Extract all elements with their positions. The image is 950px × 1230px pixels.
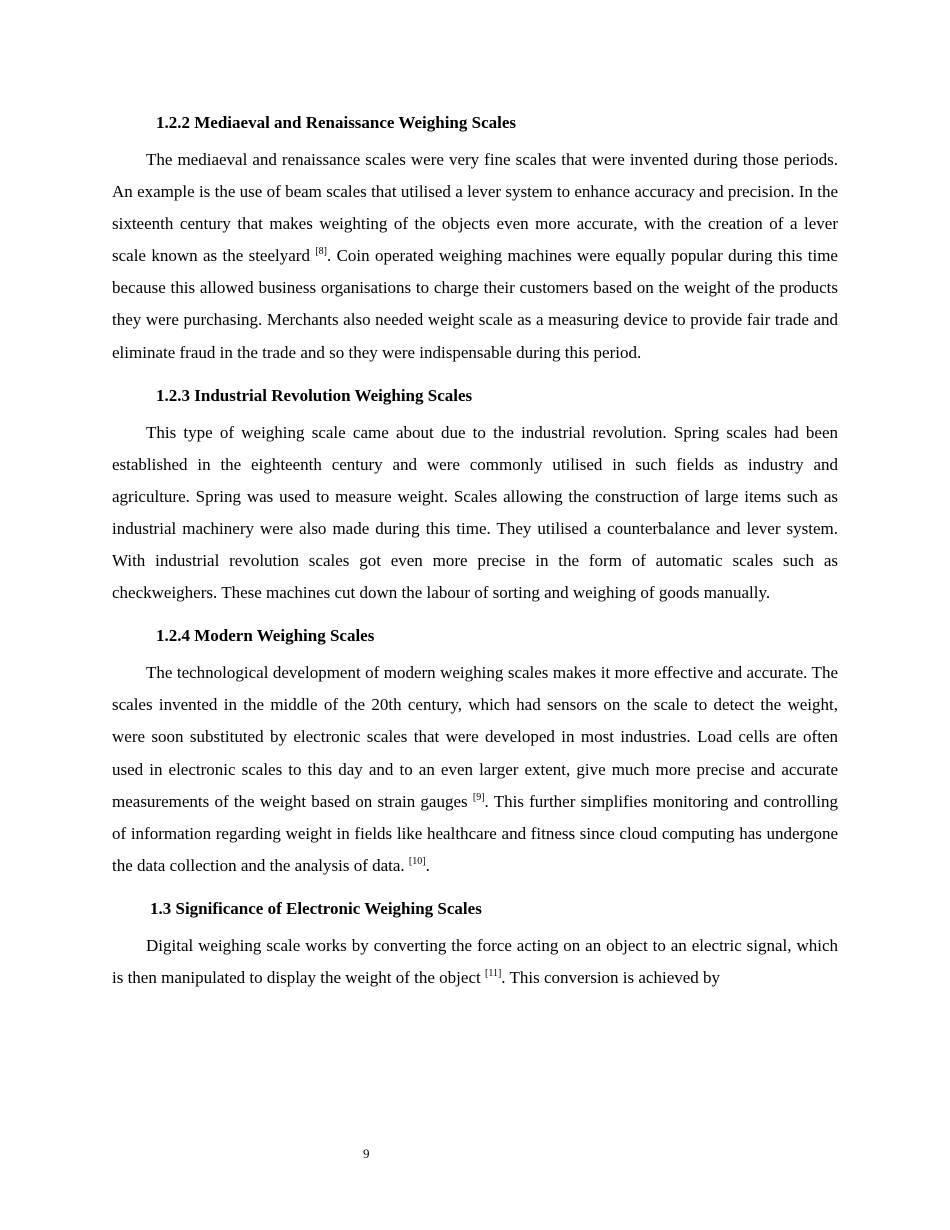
section-1-2-2 <box>112 108 838 369</box>
section-heading: 1.2.4 Modern Weighing Scales <box>156 626 375 646</box>
section-1-2-4 <box>112 621 838 882</box>
citation-ref: [11] <box>484 967 502 979</box>
section-1-3 <box>112 894 838 994</box>
section-paragraph: The mediaeval and renaissance scales were very fine scales that were invented during those periods. An example is the use of beam scales that utilised a lever system to enhance accuracy and precision. In the sixteenth century that makes weighting of the objects even more accurate, with the creation of a lever scale known as the steelyard [8]. Coin operated weighing machines were equally popular during this time because this allowed business organisations to charge their customers based on the weight of the products they were purchasing. Merchants also needed weight scale as a measuring device to provide fair trade and eliminate fraud in the trade and so they were indispensable during this period. <box>112 150 838 362</box>
citation-ref: [8] <box>315 246 327 258</box>
section-heading: 1.2.3 Industrial Revolution Weighing Scales <box>156 385 473 405</box>
citation-ref: [10] <box>408 855 426 867</box>
document-page <box>112 108 838 1006</box>
citation-ref: [9] <box>472 791 485 803</box>
section-paragraph: This type of weighing scale came about due to the industrial revolution. Spring scales had been established in the eighteenth century and were commonly utilised in such fields as industry and agriculture. Spring was used to measure weight. Scales allowing the construction of large items such as industrial machinery were also made during this time. They utilised a counterbalance and lever system. With industrial revolution scales got even more precise in the form of automatic scales such as checkweighers. These machines cut down the labour of sorting and weighing of goods manually. <box>112 422 838 603</box>
section-heading: 1.2.2 Mediaeval and Renaissance Weighing Scales <box>156 113 517 132</box>
section-1-2-3 <box>112 381 838 610</box>
section-heading: 1.3 Significance of Electronic Weighing Scales <box>150 898 482 918</box>
section-paragraph: Digital weighing scale works by converting the force acting on an object to an electric signal, which is then manipulated to display the weight of the object [11]. This conversion is achieved by <box>112 935 838 987</box>
page-number: 9 <box>363 1146 370 1161</box>
section-paragraph: The technological development of modern weighing scales makes it more effective and accurate. The scales invented in the middle of the 20th century, which had sensors on the scale to detect the weight, were soon substituted by electronic scales that were developed in most industries. Load cells are often used in electronic scales to this day and to an even larger extent, give much more precise and accurate measurements of the weight based on strain gauges [9]. This further simplifies monitoring and controlling of information regarding weight in fields like healthcare and fitness since cloud computing has undergone the data collection and the analysis of data. [10]. <box>112 663 839 875</box>
